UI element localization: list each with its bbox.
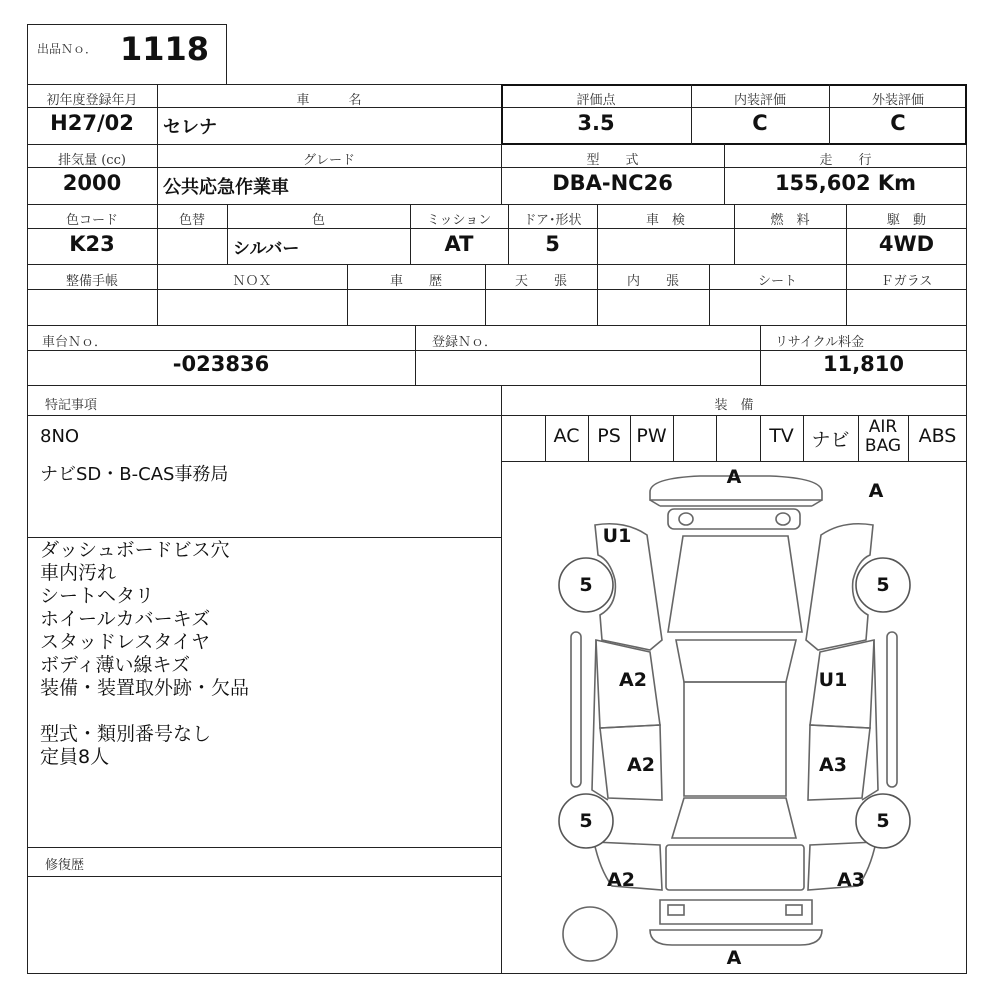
seat-label: シート [757,274,797,289]
first-reg-value: H27/02 [50,111,134,135]
history-label: 車 歴 [389,274,442,289]
notes-line-2: ナビSD・B-CAS事務局 [40,464,229,485]
exterior-value: C [890,111,906,135]
door-value: 5 [545,232,560,256]
interior-label: 内装評価 [733,93,786,108]
car-name-label: 車 名 [296,93,362,108]
glass-label: Ｆガラス [880,274,933,289]
chassis-label: 車台Ｎｏ． [42,335,108,350]
equipment-item-tv: TV [769,425,794,447]
displacement-label: 排気量 (cc) [58,153,126,168]
damage-left-front-door: A2 [619,669,647,691]
hood-shape [668,536,802,632]
color-label: 色 [311,213,325,228]
drive-value: 4WD [878,232,935,256]
inspection-label: 車 検 [645,213,685,228]
nox-label: ＮＯＸ [232,274,272,289]
spare-tire-shape [563,907,617,961]
back-door-shape [666,845,804,890]
roof-label: 天 張 [514,274,567,289]
damage-left-rear-door: A2 [627,754,655,776]
damage-front-top: A [726,466,742,488]
rear-bumper-shape [660,900,812,924]
grade-label: グレード [302,153,355,168]
damage-tire-fr: 5 [876,574,890,596]
model-value: DBA-NC26 [552,171,673,195]
equipment-item-ps: PS [597,425,621,447]
model-label: 型 式 [586,153,639,168]
mileage-value: 155,602 Km [774,171,917,195]
roof-shape [684,682,786,796]
damage-tire-rr: 5 [876,810,890,832]
color-change-label: 色替 [178,213,205,228]
car-damage-diagram [501,461,967,974]
damage-tire-rl: 5 [579,810,593,832]
reg-no-label: 登録Ｎｏ． [432,335,498,350]
color-value: シルバー [233,239,300,259]
color-code-label: 色コード [65,213,118,228]
remarks-list: ダッシュボードビス穴 車内汚れ シートヘタリ ホイールカバーキズ スタッドレスタイヤ ボディ薄い線キズ 装備・装置取外跡・欠品 型式・類別番号なし 定員8人 [40,539,250,768]
damage-right-rear-quarter: A3 [837,869,865,891]
damage-right-rear-door: A3 [819,754,847,776]
damage-tire-fl: 5 [579,574,593,596]
repair-history-label: 修復歴 [45,858,85,873]
car-name-value: セレナ [163,117,217,138]
mileage-label: 走 行 [819,153,872,168]
front-grille-shape [668,509,800,529]
first-reg-label: 初年度登録年月 [46,93,138,108]
damage-left-rear-quarter: A2 [607,869,635,891]
door-label: ドア･形状 [523,213,582,228]
equipment-item-pw: PW [636,425,667,447]
damage-left-front-fender: U1 [602,525,632,547]
chassis-value: -023836 [172,352,270,376]
damage-right-front-door: U1 [818,669,848,691]
lot-label: 出品Ｎｏ． [37,42,98,56]
score-label: 評価点 [576,93,616,108]
windshield-shape [676,640,796,682]
mission-value: AT [444,232,474,256]
mission-label: ミッション [426,213,492,228]
interior-value: C [752,111,768,135]
color-code-value: K23 [69,232,115,256]
equipment-item-navi: ナビ [811,429,850,451]
notes-label: 特記事項 [45,398,98,413]
equipment-item-airbag: AIR BAG [864,417,902,456]
lot-number: 1118 [120,30,210,68]
drive-label: 駆 動 [886,213,926,228]
interior-trim-label: 内 張 [626,274,679,289]
score-value: 3.5 [577,111,615,135]
equipment-item-ac: AC [553,425,580,447]
notes-line-1: 8NO [40,426,80,447]
damage-front-right: A [868,480,884,502]
equipment-item-abs: ABS [918,425,957,447]
damage-rear-bottom: A [726,947,742,969]
recycle-value: 11,810 [822,352,905,376]
grade-value: 公共応急作業車 [163,177,289,198]
rear-window-shape [672,798,796,838]
equipment-label: 装 備 [714,398,754,413]
fuel-label: 燃 料 [770,213,810,228]
displacement-value: 2000 [62,171,122,195]
exterior-label: 外装評価 [871,93,924,108]
maintenance-label: 整備手帳 [65,274,118,289]
recycle-label: リサイクル料金 [775,335,865,350]
